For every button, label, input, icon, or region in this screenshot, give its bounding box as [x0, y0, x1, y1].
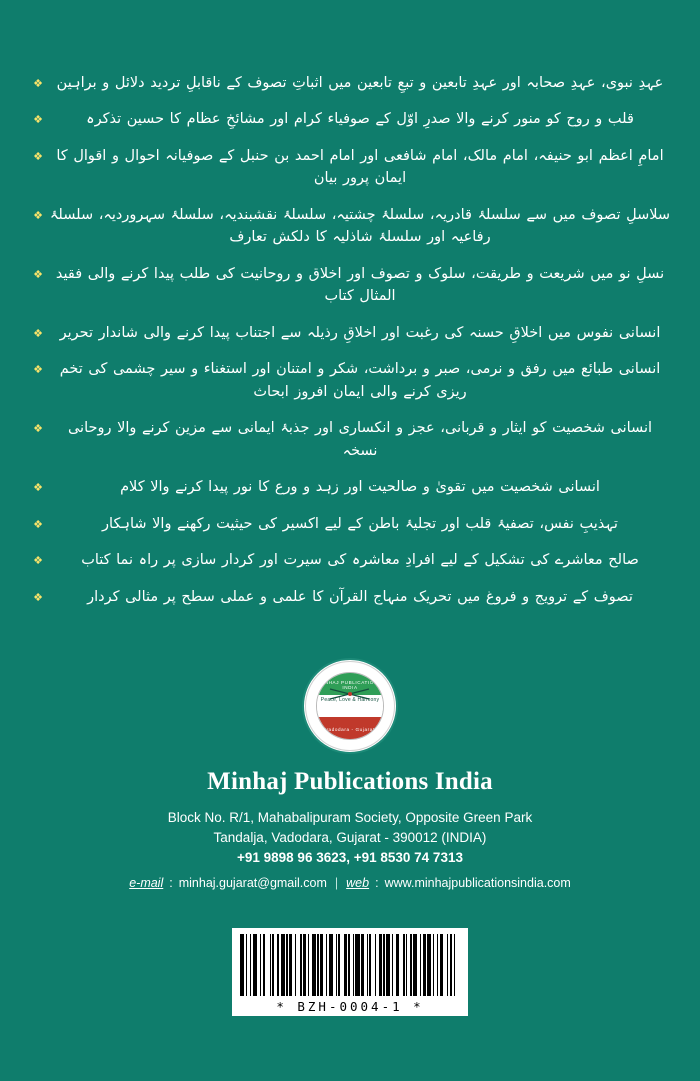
logo-core — [316, 672, 384, 740]
list-item — [28, 72, 672, 94]
diamond-bullet-icon: ❖ — [33, 364, 43, 377]
web-value[interactable]: www.minhajpublicationsindia.com — [384, 876, 571, 891]
list-item-text: عہدِ نبوی، عہدِ صحابہ اور عہدِ تابعین و تبعِ تابعین میں اثباتِ تصوف کے ناقابلِ تردید دلائل و براہین — [56, 75, 664, 91]
list-item — [28, 358, 672, 403]
list-item-text: تہذیبِ نفس، تصفیۂ قلب اور تجلیۂ باطن کے لیے اکسیر کی حیثیت رکھنے والا شاہکار — [102, 515, 618, 532]
list-item-text: انسانی شخصیت کو ایثار و قربانی، عجز و انکساری اور جذبۂ ایمانی سے مزین کرنے والا روحانی نسخہ — [67, 420, 653, 459]
diamond-bullet-icon: ❖ — [33, 114, 43, 127]
list-item — [28, 145, 672, 190]
list-item-text: انسانی نفوس میں اخلاقِ حسنہ کی رغبت اور اخلاقِ رذیلہ سے اجتناب پیدا کرنے والی شاندار تحریر — [59, 324, 661, 341]
diamond-bullet-icon: ❖ — [33, 78, 43, 90]
list-item-text: تصوف کے ترویج و فروغ میں تحریک منہاج القرآن کا علمی و عملی سطح پر مثالی کردار — [87, 588, 633, 605]
list-item — [28, 108, 672, 130]
barcode — [232, 928, 468, 1016]
address-line-1: Block No. R/1, Mahabalipuram Society, Opposite Green Park — [167, 809, 533, 825]
web-label: web — [346, 876, 370, 891]
diamond-bullet-icon: ❖ — [33, 518, 43, 531]
publisher-address — [129, 808, 571, 849]
email-value[interactable]: minhaj.gujarat@gmail.com — [178, 876, 327, 891]
crossed-swords-icon — [327, 687, 373, 701]
list-item-text: انسانی طبائع میں رفق و نرمی، صبر و برداشت، شکر و امتنان اور استغناء و سیر چشمی کی تخم ریزی کرنے والی ایمان افروز ابحاث — [59, 361, 661, 400]
diamond-bullet-icon: ❖ — [33, 482, 43, 495]
publisher-phones: +91 9898 96 3623, +91 8530 74 7313 — [237, 850, 463, 866]
address-line-2: Tandalja, Vadodara, Gujarat - 390012 (INDIA) — [213, 830, 487, 846]
diamond-bullet-icon: ❖ — [33, 150, 43, 163]
email-separator: : — [169, 876, 173, 891]
barcode-bar — [455, 934, 459, 996]
email-label: e-mail — [129, 876, 164, 891]
list-item-text: سلاسلِ تصوف میں سے سلسلۂ قادریہ، سلسلۂ چشتیہ، سلسلۂ نقشبندیہ، سلسلۂ سہروردیہ، سلسلۂ رفاعیہ اور سلسلۂ شاذلیہ کا دلکش تعارف — [49, 206, 671, 246]
contact-divider: | — [334, 876, 339, 891]
list-item — [28, 586, 672, 608]
list-item — [28, 513, 672, 535]
logo-center-text: Peace, Love & Harmony — [320, 696, 380, 703]
list-item — [28, 417, 672, 462]
barcode-bars — [240, 934, 460, 996]
logo-top-text: MINHAJ PUBLICATIONS INDIA — [318, 679, 382, 690]
diamond-bullet-icon: ❖ — [33, 268, 43, 281]
publisher-logo — [302, 658, 398, 754]
list-item-text: صالح معاشرے کی تشکیل کے لیے افرادِ معاشرہ کی سیرت اور کردار سازی پر راہ نما کتاب — [81, 552, 639, 569]
logo-bottom-text: Vadodara - Gujarat — [325, 726, 375, 732]
diamond-bullet-icon: ❖ — [33, 209, 43, 222]
list-item — [28, 322, 672, 344]
diamond-bullet-icon: ❖ — [33, 555, 43, 568]
publisher-name: Minhaj Publications India — [207, 767, 493, 795]
publisher-contact-line — [129, 876, 571, 890]
web-separator: : — [375, 876, 379, 891]
publisher-block — [129, 768, 571, 891]
list-item-text: قلب و روح کو منور کرنے والا صدرِ اوّل کے صوفیاء کرام اور مشائخِ عظام کا حسین تذکرہ — [86, 111, 634, 128]
list-item — [28, 263, 672, 308]
list-item — [28, 476, 672, 498]
barcode-text: * BZH-0004-1 * — [276, 999, 424, 1015]
diamond-bullet-icon: ❖ — [33, 327, 43, 340]
diamond-bullet-icon: ❖ — [33, 591, 43, 604]
list-item-text: انسانی شخصیت میں تقویٰ و صالحیت اور زہد و ورع کا نور پیدا کرنے والا کلام — [120, 479, 600, 496]
list-item-text: نسلِ نو میں شریعت و طریقت، سلوک و تصوف اور اخلاق و روحانیت کی طلب پیدا کرنے والی فقید المثال کتاب — [55, 265, 665, 305]
diamond-bullet-icon: ❖ — [33, 423, 43, 436]
list-item — [28, 204, 672, 249]
list-item-text: امامِ اعظم ابو حنیفہ، امام مالک، امام شافعی اور امام احمد بن حنبل کے صوفیانہ احوال و اقوال کا ایمان پرور بیان — [56, 147, 664, 187]
list-item — [28, 549, 672, 571]
